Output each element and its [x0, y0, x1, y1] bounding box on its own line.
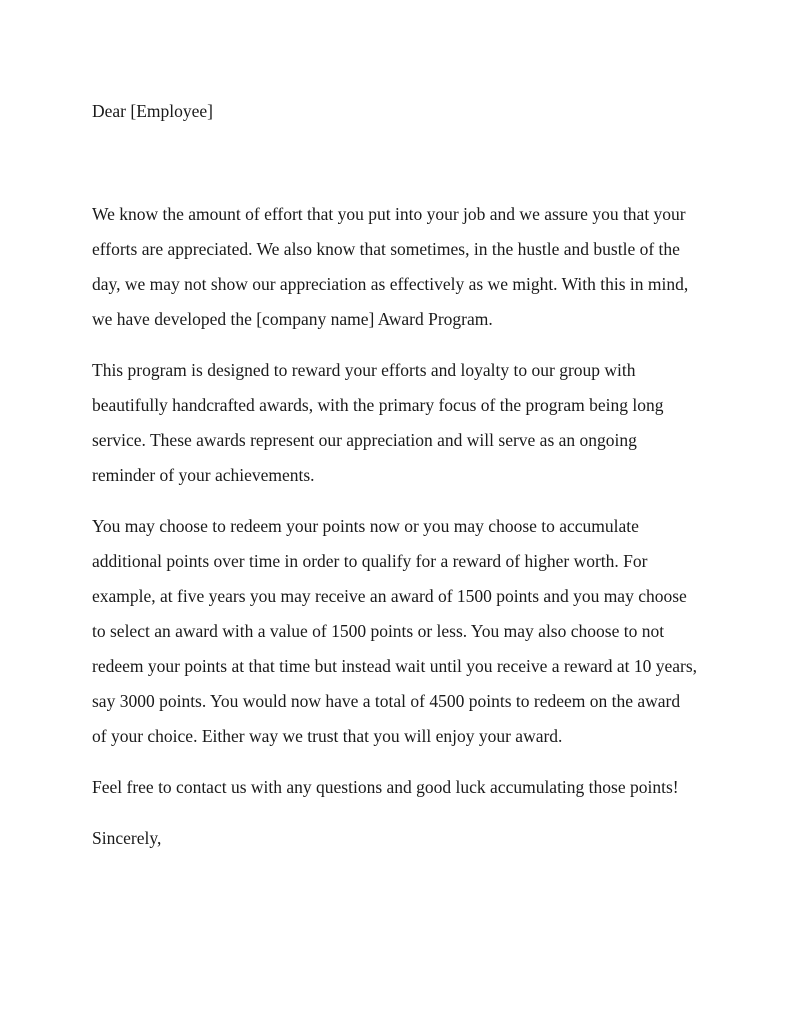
letter-paragraph-program-description: This program is designed to reward your efforts and loyalty to our group with beautifully handcrafted awards, with the primary focus of the program being long service. These awards represent our appreciation and will serve as an ongoing reminder of your achievements. [92, 360, 664, 485]
letter-closing: Sincerely, [92, 828, 162, 848]
letter-salutation: Dear [Employee] [92, 101, 213, 121]
letter-paragraph-contact: Feel free to contact us with any questions and good luck accumulating those points! [92, 777, 679, 797]
letter-paragraph-points-redemption: You may choose to redeem your points now or you may choose to accumulate additional points over time in order to qualify for a reward of higher worth. For example, at five years you may receive an award of 1500 points and you may choose to select an award with a value of 1500 points or less. You may also choose to not redeem your points at that time but instead wait until you receive a reward at 10 years, say 3000 points. You would now have a total of 4500 points to redeem on the award of your choice. Either way we trust that you will enjoy your award. [92, 516, 698, 746]
letter-paragraph-appreciation: We know the amount of effort that you put into your job and we assure you that your efforts are appreciated. We also know that sometimes, in the hustle and bustle of the day, we may not show our appreciation as effectively as we might. With this in mind, we have developed the [company name] Award Program. [92, 204, 689, 329]
